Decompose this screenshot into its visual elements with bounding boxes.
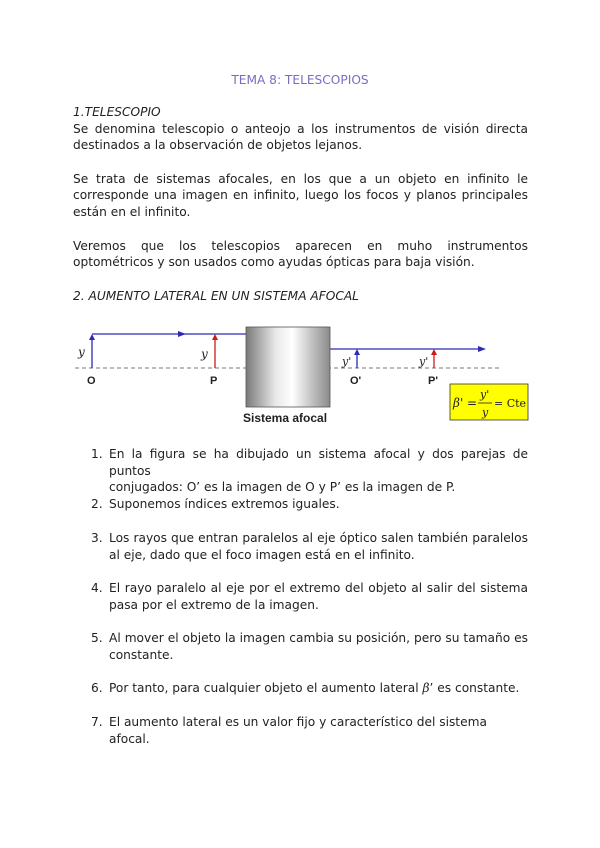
image-pp-arrowhead: [431, 349, 437, 355]
label-y-left: y: [78, 345, 85, 359]
formula-lhs: β' =: [453, 396, 478, 410]
page-title: TEMA 8: TELESCOPIOS: [231, 73, 369, 87]
list-text-line: El aumento lateral es un valor fijo y característico del sistema afocal.: [109, 715, 487, 746]
p3-line1: Veremos que los telescopios aparecen en muho instrumentos: [73, 238, 528, 253]
afocal-system-body: [246, 327, 330, 407]
section1-heading: 1.TELESCOPIO: [73, 105, 161, 119]
label-yp-1: y': [342, 355, 352, 368]
p2-line1: Se trata de sistemas afocales, en los que a un objeto en infinito le: [73, 171, 528, 186]
object-o-arrowhead: [89, 334, 95, 340]
list-text-line: conjugados: O’ es la imagen de O y P’ es la imagen de P.: [109, 480, 456, 495]
list-number: 1.: [91, 447, 103, 461]
incoming-ray-arrowhead: [178, 331, 186, 337]
list-text-line: Los rayos que entran paralelos al eje óptico salen también paralelos: [109, 531, 528, 545]
list-text-line: al eje, dado que el foco imagen está en el infinito.: [109, 547, 415, 562]
list-number: 3.: [91, 531, 103, 545]
point-o: O: [87, 375, 96, 387]
list-text-line: pasa por el extremo de la imagen.: [109, 597, 319, 612]
point-pp: P': [428, 375, 438, 387]
image-op-arrowhead: [354, 349, 360, 355]
list-text-line: Suponemos índices extremos iguales.: [109, 497, 340, 511]
p2-line3: están en el infinito.: [73, 204, 191, 219]
label-y-p: y: [201, 347, 208, 361]
formula-num: y': [480, 388, 490, 401]
object-p-arrowhead: [212, 334, 218, 340]
label-yp-2: y': [419, 355, 429, 368]
list-number: 7.: [91, 715, 103, 729]
outgoing-ray-arrowhead: [478, 346, 486, 352]
list-number: 5.: [91, 631, 103, 645]
formula-den: y: [482, 406, 489, 419]
point-p: P: [210, 375, 218, 387]
system-label: Sistema afocal: [243, 411, 328, 425]
point-op: O': [350, 375, 362, 387]
list-number: 2.: [91, 497, 103, 511]
p3-line2: optométricos y son usados como ayudas ópticas para baja visión.: [73, 255, 475, 270]
list-text-line: El rayo paralelo al eje por el extremo del objeto al salir del sistema: [109, 581, 528, 595]
list-text-line: constante.: [109, 647, 174, 662]
list-text-line: Al mover el objeto la imagen cambia su posición, pero su tamaño es: [109, 631, 528, 645]
list-text-line: En la figura se ha dibujado un sistema afocal y dos parejas de puntos: [109, 447, 528, 478]
list-text-pre: Por tanto, para cualquier objeto el aumento lateral: [109, 681, 419, 695]
afocal-diagram: [60, 320, 540, 432]
p1-line2: destinados a la observación de objetos lejanos.: [73, 138, 363, 153]
list-text-post: ’ es constante.: [429, 681, 520, 695]
section2-heading: 2. AUMENTO LATERAL EN UN SISTEMA AFOCAL: [73, 288, 359, 303]
section1: [73, 104, 528, 304]
p1-line1: Se denomina telescopio o anteojo a los instrumentos de visión directa: [73, 121, 528, 136]
beta-symbol: β: [422, 681, 430, 695]
list-number: 4.: [91, 581, 103, 595]
p2-line2: corresponde una imagen en infinito, luego los focos y planos principales: [73, 188, 528, 203]
formula-rhs: = Cte: [494, 397, 527, 410]
list-number: 6.: [91, 681, 103, 695]
